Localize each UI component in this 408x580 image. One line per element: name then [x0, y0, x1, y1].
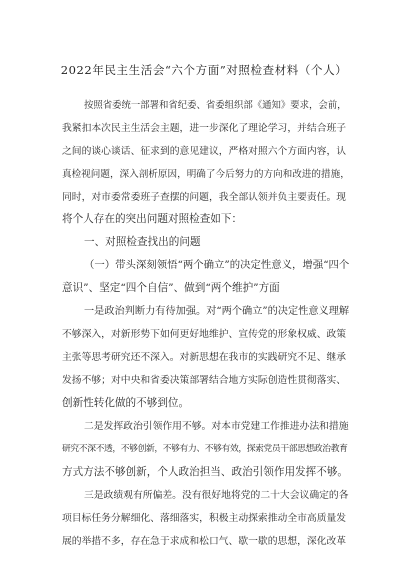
paragraph-line: 发扬不够；对中央和省委决策部署结合地方实际创造性贯彻落实、 [62, 375, 347, 386]
paragraph-line: 同时，对市委常委班子查摆的问题，我全部认领并负主要责任。现 [62, 192, 347, 203]
document-title: 2022年民主生活会“六个方面”对照检查材料（个人） [60, 63, 348, 77]
paragraph-line: 二是发挥政治引领作用不够。对本市党建工作推进办法和措施 [84, 421, 349, 432]
subsection-heading: （一）带头深刻领悟“两个确立”的决定性意义，增强“四个 [84, 259, 350, 271]
paragraph-line: 一是政治判断力有待加强。对“两个确立”的决定性意义理解 [84, 306, 350, 317]
paragraph-line: 之间的谈心谈话、征求到的意见建议，严格对照六个方面内容，认 [62, 146, 347, 157]
section-heading: 一、对照检查找出的问题 [84, 236, 201, 248]
paragraph-line: 按照省委统一部署和省纪委、省委组织部《通知》要求，会前， [84, 100, 347, 111]
paragraph-line: 不够深入，对新形势下如何更好地维护、宣传党的形象权威、政策 [62, 329, 347, 340]
paragraph-line: 将个人存在的突出问题对照检查如下： [62, 213, 243, 225]
subsection-heading-cont: 意识”、坚定“四个自信”、做到“两个维护”方面 [62, 282, 280, 294]
paragraph-line: 三是政绩观有所偏差。没有很好地将党的二十大会议确定的各 [84, 490, 349, 501]
paragraph-line: 研究不深不透，不够创新，不够有力、不够有效，探索党员干部思想政治教育 [62, 444, 348, 454]
paragraph-line: 我紧扣本次民主生活会主题，进一步深化了理论学习，并结合班子 [62, 123, 347, 134]
paragraph-line: 项目标任务分解细化、落细落实，积极主动探索推动全市高质量发 [62, 513, 347, 524]
paragraph-line: 展的举措不多，存在急于求成和松口气、歇一歇的思想，深化改革 [62, 536, 347, 547]
paragraph-line: 方式方法不够创新，个人政治担当、政治引领作用发挥不够。 [62, 466, 349, 478]
paragraph-line: 创新性转化做的不够到位。 [62, 397, 190, 409]
paragraph-line: 主张等思考研究还不深入。对新思想在我市的实践研究不足、继承 [62, 352, 347, 363]
paragraph-line: 真检视问题，深入剖析原因，明确了今后努力的方向和改进的措施， [62, 169, 350, 180]
